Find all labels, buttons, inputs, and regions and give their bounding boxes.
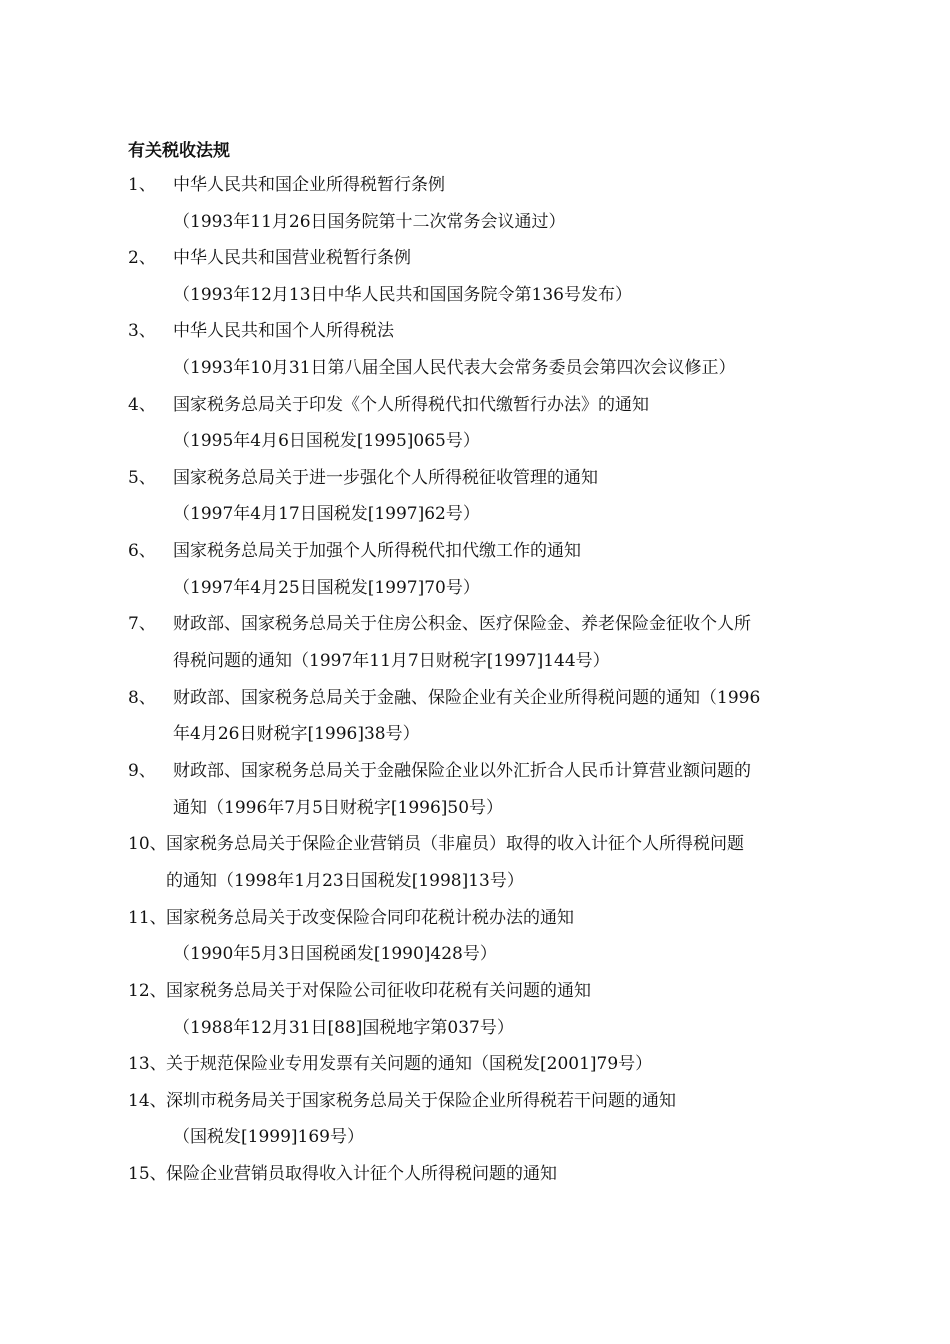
item-number: 2、: [128, 248, 156, 268]
item-detail: （1993年10月31日第八届全国人民代表大会常务委员会第四次会议修正）: [173, 358, 736, 378]
item-detail: （1993年12月13日中华人民共和国国务院令第136号发布）: [173, 285, 632, 305]
item-title: 国家税务总局关于保险企业营销员（非雇员）取得的收入计征个人所得税问题: [166, 834, 744, 854]
item-number: 8、: [128, 688, 156, 708]
item-detail: （国税发[1999]169号）: [173, 1127, 364, 1147]
item-detail: 得税问题的通知（1997年11月7日财税字[1997]144号）: [173, 651, 610, 671]
item-number: 9、: [128, 761, 156, 781]
document-title: 有关税收法规: [128, 141, 230, 161]
item-title: 保险企业营销员取得收入计征个人所得税问题的通知: [166, 1164, 557, 1184]
item-title: 深圳市税务局关于国家税务总局关于保险企业所得税若干问题的通知: [166, 1091, 676, 1111]
item-number: 1、: [128, 175, 156, 195]
item-number: 14、: [128, 1091, 167, 1111]
item-title: 财政部、国家税务总局关于住房公积金、医疗保险金、养老保险金征收个人所: [173, 614, 751, 634]
item-number: 13、: [128, 1054, 167, 1074]
item-title: 国家税务总局关于对保险公司征收印花税有关问题的通知: [166, 981, 591, 1001]
item-number: 5、: [128, 468, 156, 488]
item-title: 财政部、国家税务总局关于金融保险企业以外汇折合人民币计算营业额问题的: [173, 761, 751, 781]
item-number: 3、: [128, 321, 156, 341]
item-number: 15、: [128, 1164, 167, 1184]
item-detail: （1995年4月6日国税发[1995]065号）: [173, 431, 480, 451]
item-detail: （1990年5月3日国税函发[1990]428号）: [173, 944, 497, 964]
item-detail: （1997年4月25日国税发[1997]70号）: [173, 578, 480, 598]
item-number: 12、: [128, 981, 167, 1001]
item-number: 11、: [128, 908, 167, 928]
item-number: 7、: [128, 614, 156, 634]
item-number: 10、: [128, 834, 167, 854]
item-title: 关于规范保险业专用发票有关问题的通知（国税发[2001]79号）: [166, 1054, 653, 1074]
item-detail: 的通知（1998年1月23日国税发[1998]13号）: [166, 871, 524, 891]
item-number: 6、: [128, 541, 156, 561]
item-title: 国家税务总局关于进一步强化个人所得税征收管理的通知: [173, 468, 598, 488]
item-detail: （1997年4月17日国税发[1997]62号）: [173, 504, 480, 524]
item-detail: 年4月26日财税字[1996]38号）: [173, 724, 420, 744]
item-title: 国家税务总局关于改变保险合同印花税计税办法的通知: [166, 908, 574, 928]
item-number: 4、: [128, 395, 156, 415]
item-title: 中华人民共和国营业税暂行条例: [173, 248, 411, 268]
item-title: 国家税务总局关于印发《个人所得税代扣代缴暂行办法》的通知: [173, 395, 649, 415]
item-detail: 通知（1996年7月5日财税字[1996]50号）: [173, 798, 504, 818]
item-title: 中华人民共和国企业所得税暂行条例: [173, 175, 445, 195]
item-title: 中华人民共和国个人所得税法: [173, 321, 394, 341]
item-detail: （1993年11月26日国务院第十二次常务会议通过）: [173, 212, 566, 232]
item-title: 财政部、国家税务总局关于金融、保险企业有关企业所得税问题的通知（1996: [173, 688, 761, 708]
item-detail: （1988年12月31日[88]国税地字第037号）: [173, 1018, 514, 1038]
item-title: 国家税务总局关于加强个人所得税代扣代缴工作的通知: [173, 541, 581, 561]
